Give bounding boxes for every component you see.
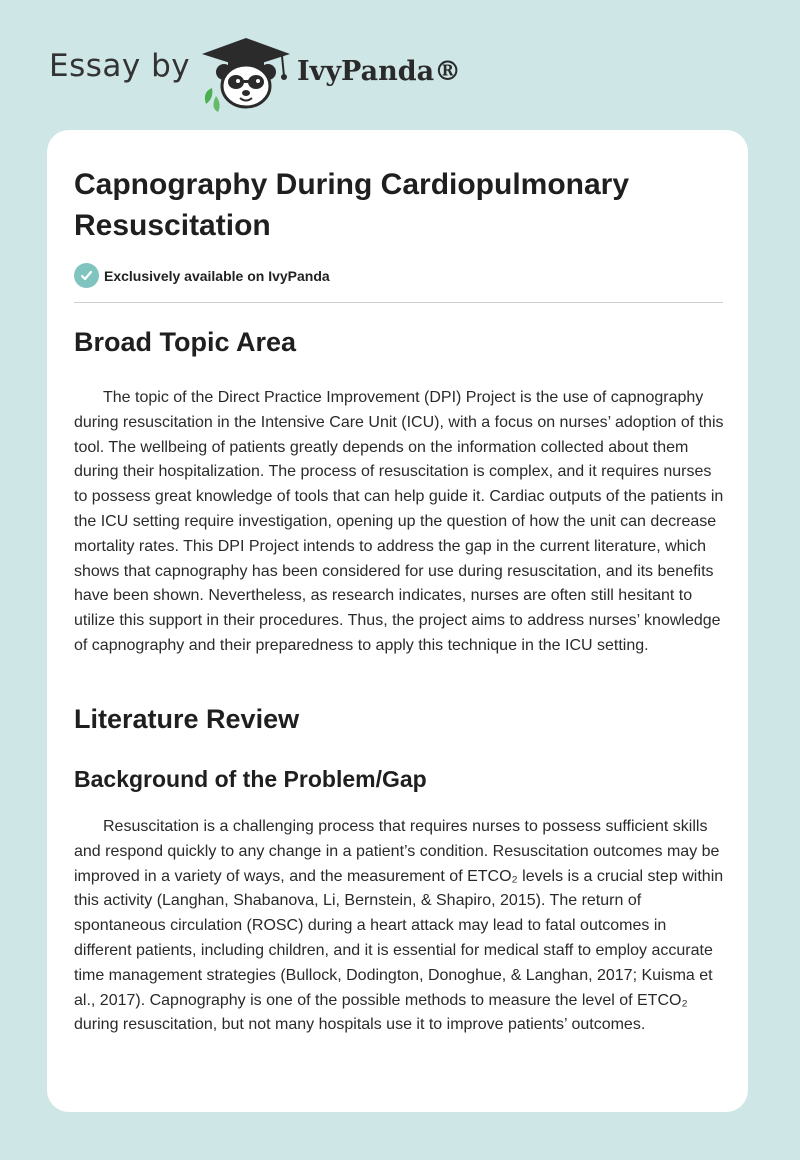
section-heading-literature-review: Literature Review bbox=[74, 704, 300, 734]
paragraph-broad-topic: The topic of the Direct Practice Improvement (DPI) Project is the use of capnography during resuscitation in the Intensive Care Unit (ICU), with a focus on nurses’ adoption of this tool. The wellbeing of patients greatly depends on the information collected about them during their hospitalization. The process of resuscitation is complex, and it requires nurses to possess great knowledge of tools that can help guide it. Cardiac outputs of the patients in the ICU setting require investigation, opening up the question of how the unit can decrease mortality rates. This DPI Project intends to address the gap in the current literature, which shows that capnography has been considered for use during resuscitation, and its benefits have been shown. Nevertheless, as research indicates, nurses are often still hesitant to utilize this support in their procedures. Thus, the project aims to address nurses’ knowledge of capnography and their preparedness to apply this technique in the ICU setting. bbox=[74, 389, 724, 654]
site-header bbox=[0, 0, 800, 120]
section-heading-broad-topic: Broad Topic Area bbox=[74, 327, 297, 357]
paragraph-background: Resuscitation is a challenging process that requires nurses to possess sufficient skills and respond quickly to any change in a patient’s condition. Resuscitation outcomes may be improved in a variety of ways, and the measurement of ETCO₂ levels is a crucial step within this activity (Langhan, Shabanova, Li, Bernstein, & Shapiro, 2015). The return of spontaneous circulation (ROSC) during a heart attack may lead to fatal outcomes in different patients, including children, and it is essential for medical staff to employ accurate time management strategies (Bullock, Dodington, Donoghue, & Langhan, 2017; Kuisma et al., 2017). Capnography is one of the possible methods to measure the level of ETCO₂ during resuscitation, but not many hospitals use it to improve patients’ outcomes. bbox=[74, 818, 724, 1034]
essay-by-label: Essay by bbox=[49, 48, 191, 84]
check-icon bbox=[74, 263, 99, 288]
divider bbox=[74, 302, 723, 303]
brand-name[interactable]: IvyPanda® bbox=[297, 56, 462, 87]
subheading-background: Background of the Problem/Gap bbox=[74, 766, 427, 792]
panda-graduate-icon[interactable] bbox=[198, 36, 294, 112]
essay-title: Capnography During Cardiopulmonary Resuscitation bbox=[74, 168, 630, 242]
exclusive-badge bbox=[74, 263, 330, 288]
essay-card bbox=[47, 130, 748, 1112]
exclusive-label: Exclusively available on IvyPanda bbox=[104, 267, 330, 284]
